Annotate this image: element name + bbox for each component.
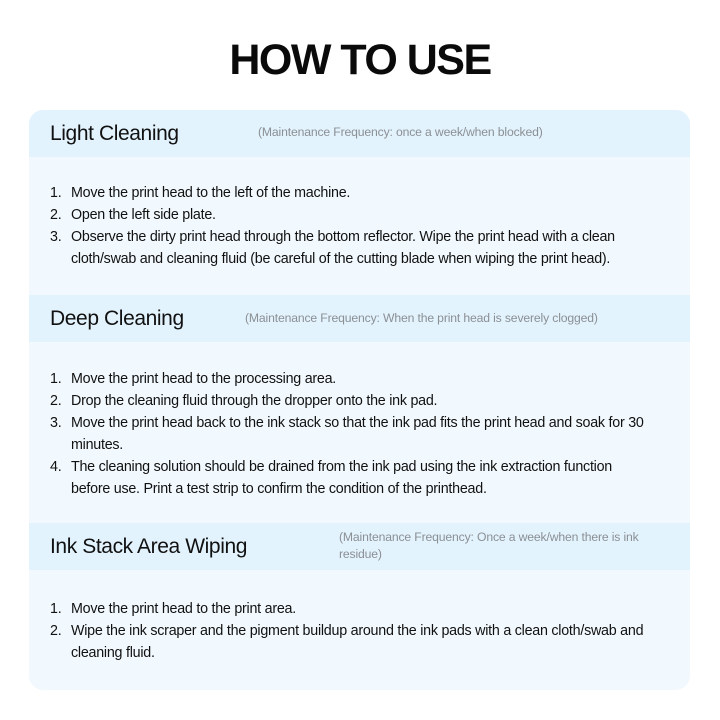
section-title: Ink Stack Area Wiping <box>50 535 248 558</box>
step-item: 2. Wipe the ink scraper and the pigment buildup around the ink pads with a clean cloth/swab and cleaning fluid. <box>50 623 644 661</box>
step-item: 1. Move the print head to the left of the machine. <box>50 185 351 201</box>
section-header-ink-stack-area-wiping <box>29 523 690 570</box>
maintenance-frequency: (Maintenance Frequency: When the print head is severely clogged) <box>245 311 598 325</box>
steps-list-ink-stack-area-wiping <box>50 598 675 664</box>
step-item: 2. Drop the cleaning fluid through the dropper onto the ink pad. <box>50 393 438 409</box>
section-title: Deep Cleaning <box>50 307 184 330</box>
section-title: Light Cleaning <box>50 122 179 145</box>
steps-list-light-cleaning <box>50 182 660 270</box>
section-header-light-cleaning <box>29 110 690 157</box>
step-item: 3. Observe the dirty print head through the bottom reflector. Wipe the print head with a clean cloth/swab and cleaning fluid (be careful of the cutting blade when wiping the print head). <box>50 229 615 267</box>
page-title: HOW TO USE <box>229 36 491 84</box>
step-item: 1. Move the print head to the print area. <box>50 601 296 617</box>
section-header-deep-cleaning <box>29 295 690 342</box>
step-item: 4. The cleaning solution should be drained from the ink pad using the ink extraction function before use. Print a test strip to confirm the condition of the printhead. <box>50 459 612 497</box>
step-item: 3. Move the print head back to the ink stack so that the ink pad fits the print head and soak for 30 minutes. <box>50 415 644 453</box>
step-item: 1. Move the print head to the processing area. <box>50 371 337 387</box>
steps-list-deep-cleaning <box>50 368 670 500</box>
maintenance-frequency: (Maintenance Frequency: Once a week/when there is ink residue) <box>339 530 639 561</box>
step-item: 2. Open the left side plate. <box>50 207 216 223</box>
maintenance-frequency: (Maintenance Frequency: once a week/when blocked) <box>258 125 543 139</box>
instructions-panel <box>29 110 690 690</box>
